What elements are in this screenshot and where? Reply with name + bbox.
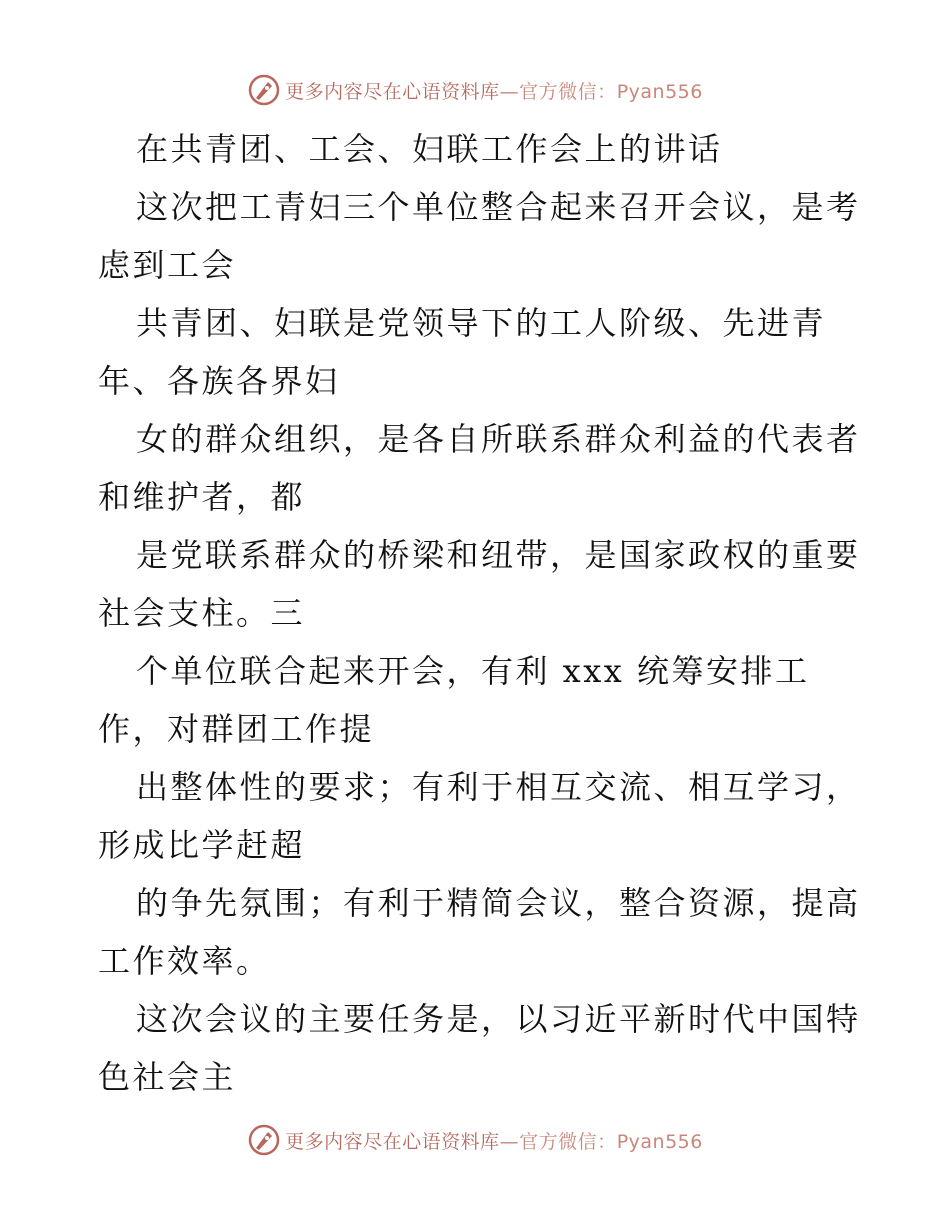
pen-nib-logo-icon xyxy=(247,73,281,107)
text-line: 是党联系群众的桥梁和纽带，是国家政权的重要 xyxy=(136,536,861,574)
text-line: 个单位联合起来开会，有利 xxx 统筹安排工 xyxy=(136,652,810,690)
header-watermark-banner xyxy=(0,70,950,110)
watermark-main-text: 更多内容尽在心语资料库 xyxy=(285,80,500,103)
text-line: 年、各族各界妇 xyxy=(98,362,340,400)
text-line: 社会支柱。三 xyxy=(98,594,306,632)
watermark-wechat-id: Pyan556 xyxy=(616,1130,703,1153)
footer-watermark-banner xyxy=(0,1120,950,1160)
text-line: 和维护者，都 xyxy=(98,478,306,516)
text-line: 虑到工会 xyxy=(98,246,237,284)
text-line: 形成比学赶超 xyxy=(98,826,306,864)
document-body xyxy=(98,120,861,1106)
watermark-text xyxy=(285,77,703,104)
text-line: 出整体性的要求；有利于相互交流、相互学习， xyxy=(136,768,861,806)
text-line: 作，对群团工作提 xyxy=(98,710,375,748)
document-title: 在共青团、工会、妇联工作会上的讲话 xyxy=(136,130,723,168)
watermark-wechat-id: Pyan556 xyxy=(616,80,703,103)
pen-nib-logo-icon xyxy=(247,1123,281,1157)
text-line: 这次把工青妇三个单位整合起来召开会议，是考 xyxy=(136,188,861,226)
watermark-label: 官方微信： xyxy=(519,1130,617,1153)
watermark-main-text: 更多内容尽在心语资料库 xyxy=(285,1130,500,1153)
watermark-label: 官方微信： xyxy=(519,80,617,103)
watermark-text xyxy=(285,1127,703,1154)
text-line: 色社会主 xyxy=(98,1058,237,1096)
watermark-separator: — xyxy=(499,80,520,103)
text-line: 共青团、妇联是党领导下的工人阶级、先进青 xyxy=(136,304,827,342)
text-line: 女的群众组织，是各自所联系群众利益的代表者 xyxy=(136,420,861,458)
text-line: 的争先氛围；有利于精简会议，整合资源，提高 xyxy=(136,884,861,922)
text-line: 这次会议的主要任务是，以习近平新时代中国特 xyxy=(136,1000,861,1038)
text-line: 工作效率。 xyxy=(98,942,271,980)
watermark-separator: — xyxy=(499,1130,520,1153)
